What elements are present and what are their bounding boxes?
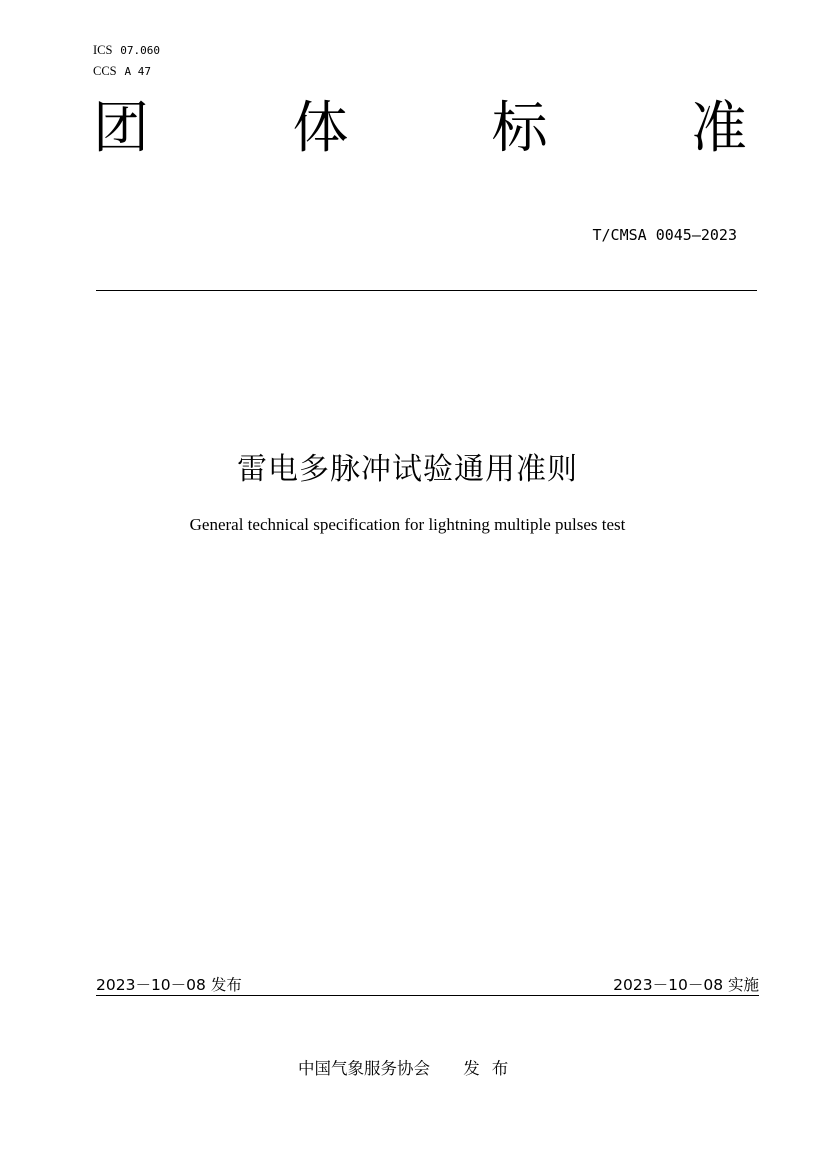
publisher-action: 发布 (463, 1059, 521, 1078)
ccs-value: A 47 (124, 65, 151, 78)
standard-type-char-2: 体 (292, 96, 349, 161)
standard-type-char-3: 标 (491, 96, 548, 161)
ccs-label: CCS (93, 64, 117, 78)
publisher-organization: 中国气象服务协会 (298, 1059, 430, 1078)
ics-label: ICS (93, 43, 113, 57)
standard-type-heading (93, 96, 747, 162)
implementation-date: 2023－10－08 实施 (613, 976, 759, 994)
dates-row (96, 973, 759, 995)
ics-line (93, 40, 160, 61)
document-title-chinese: 雷电多脉冲试验通用准则 (237, 452, 578, 487)
standard-code: T/CMSA 0045—2023 (592, 226, 737, 244)
ics-value: 07.060 (120, 44, 161, 57)
issue-date: 2023－10－08 发布 (96, 976, 242, 994)
standard-type-char-4: 准 (690, 96, 747, 161)
bottom-divider (96, 995, 759, 996)
ccs-line (93, 61, 160, 82)
standard-type-char-1: 团 (93, 96, 149, 161)
top-divider (96, 290, 757, 291)
classification-block (93, 40, 160, 82)
document-title-english: General technical specification for lightning multiple pulses test (189, 515, 626, 534)
publisher-line (298, 1055, 520, 1079)
